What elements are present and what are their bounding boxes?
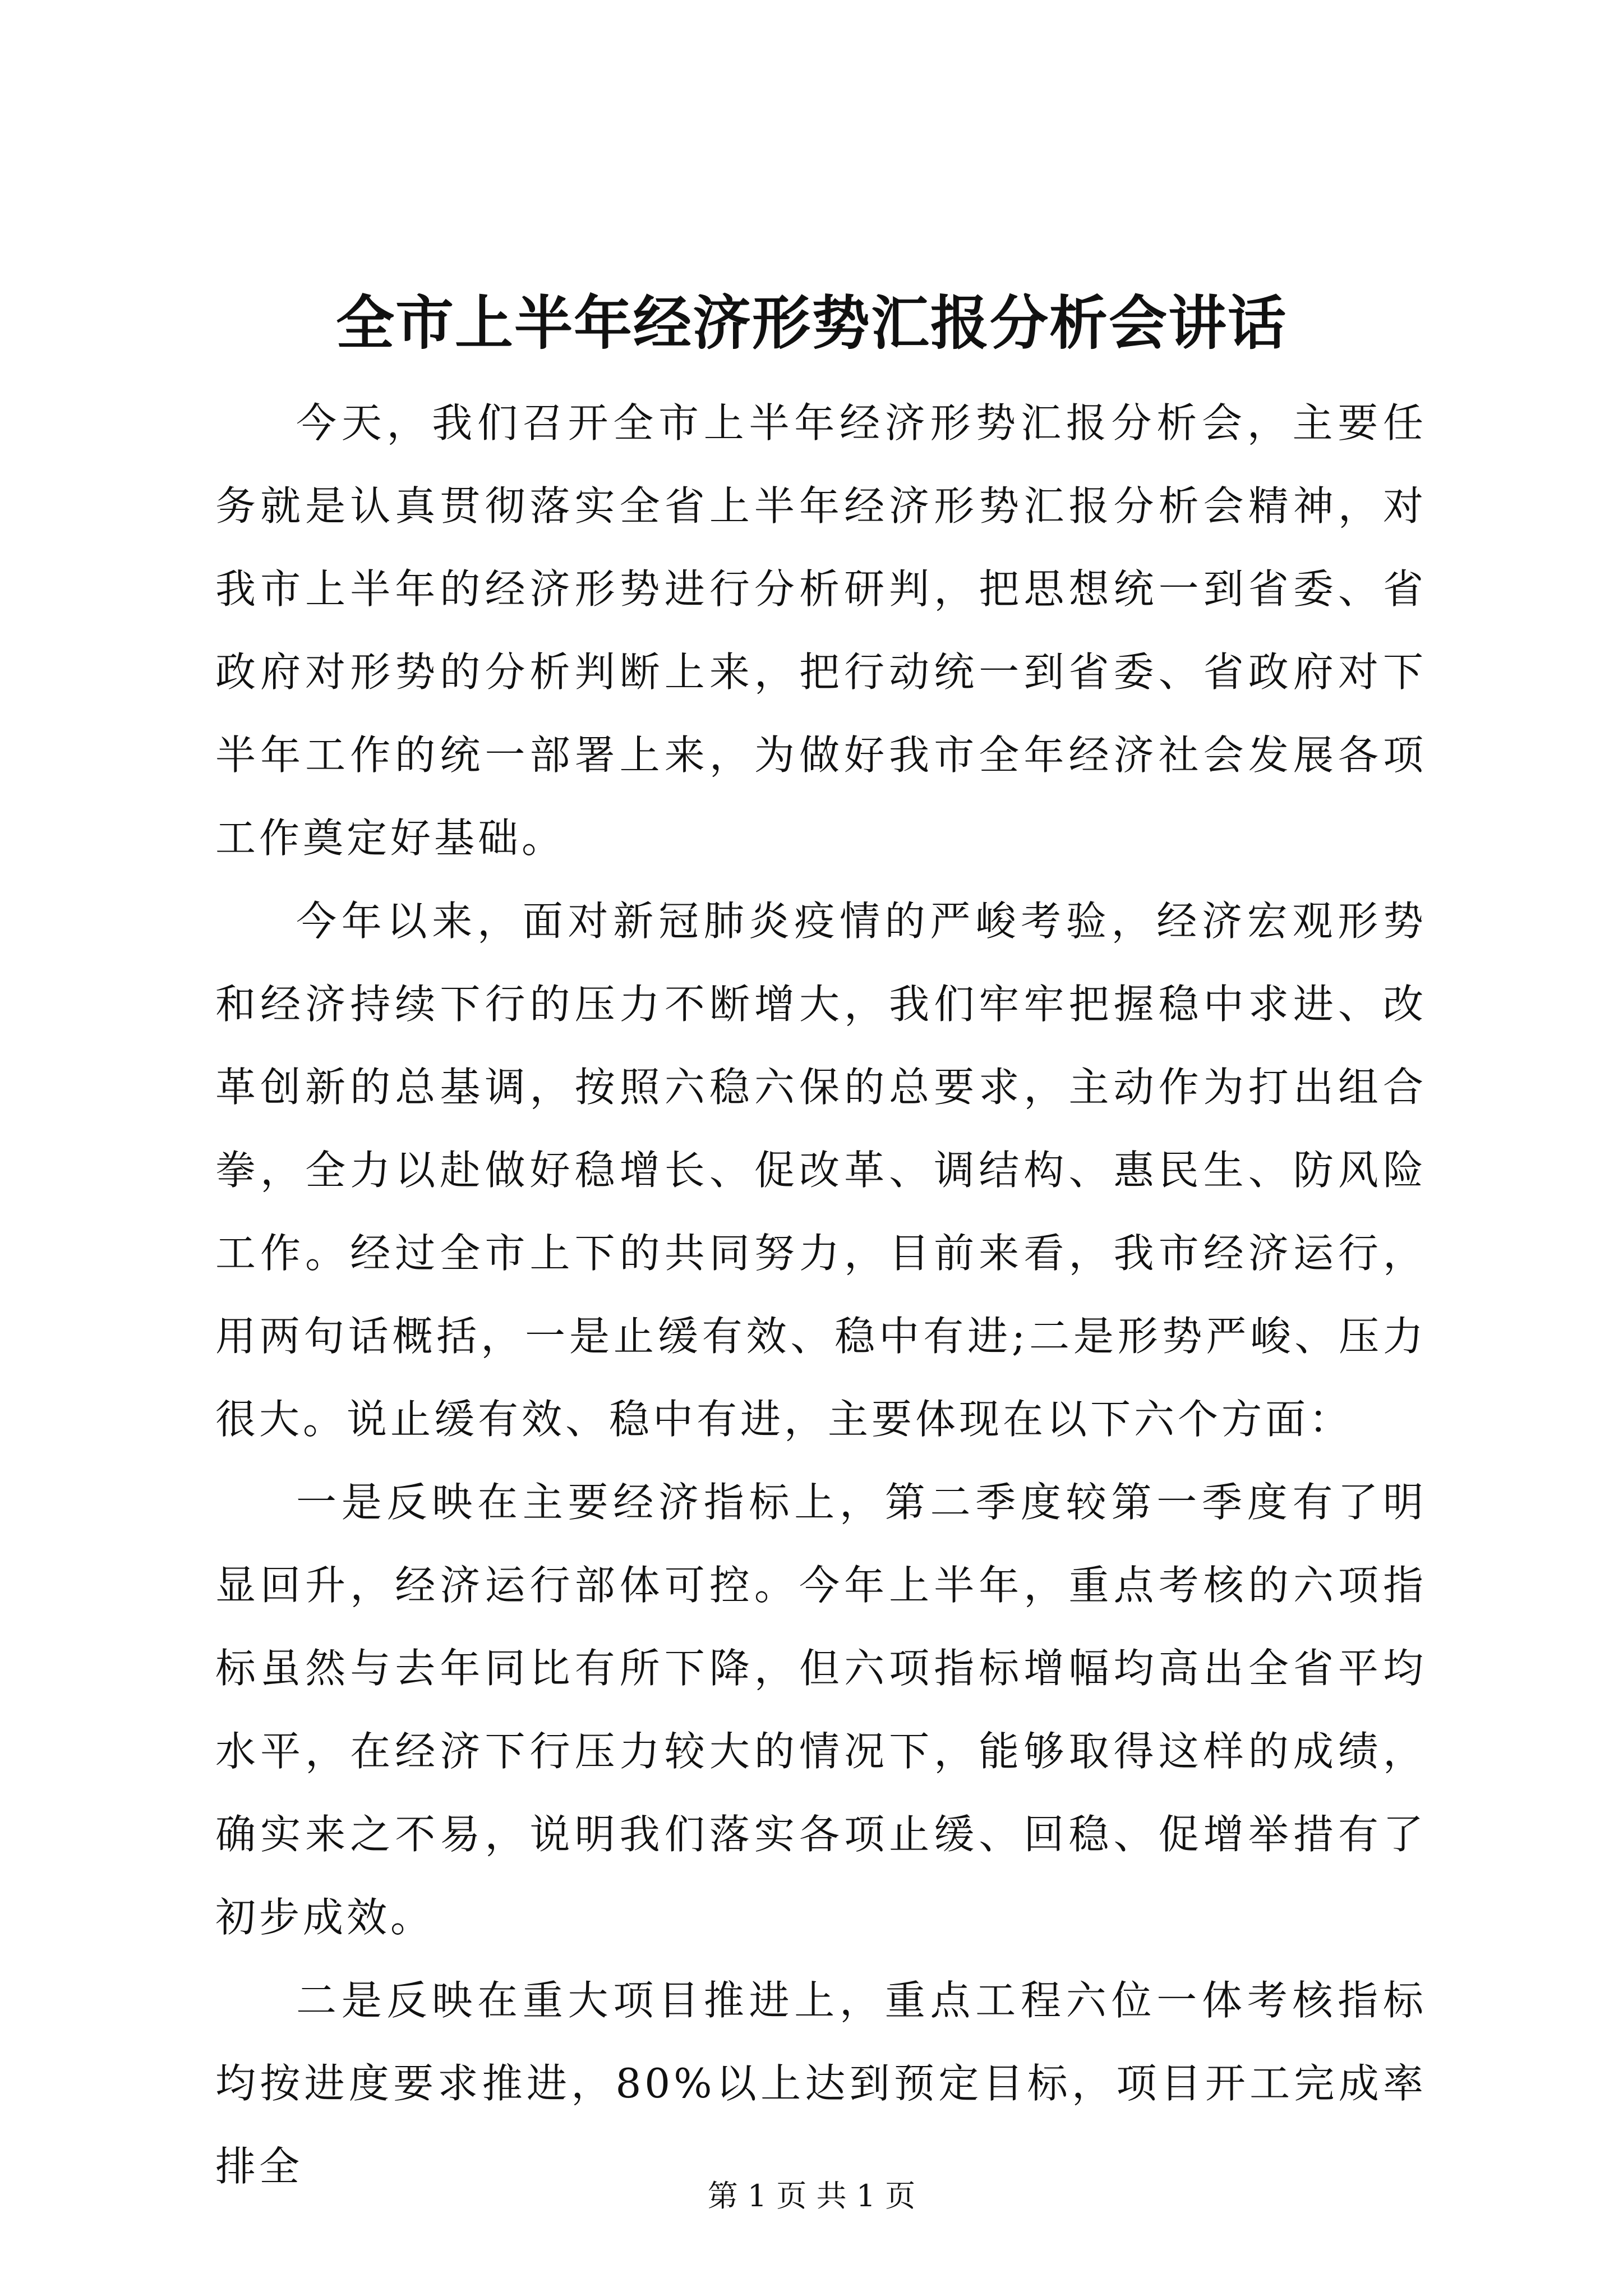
document-title: 全市上半年经济形势汇报分析会讲话 (335, 288, 1287, 357)
page-footer: 第 1 页 共 1 页 (707, 2178, 916, 2214)
paragraph-3: 一是反映在主要经济指标上，第二季度较第一季度有了明显回升，经济运行部体可控。今年上半年，重点考核的六项指标虽然与去年同比有所下降，但六项指标增幅均高出全省平均水平，在经济下行压力较大的情况下，能够取得这样的成绩，确实来之不易，说明我们落实各项止缓、回稳、促增举措有了初步成效。 (215, 1479, 1427, 1941)
document-body (215, 381, 1427, 2208)
paragraph-1: 今天，我们召开全市上半年经济形势汇报分析会，主要任务就是认真贯彻落实全省上半年经济形势汇报分析会精神，对我市上半年的经济形势进行分析研判，把思想统一到省委、省政府对形势的分析判断上来，把行动统一到省委、省政府对下半年工作的统一部署上来，为做好我市全年经济社会发展各项工作奠定好基础。 (215, 399, 1427, 862)
paragraph-2: 今年以来，面对新冠肺炎疫情的严峻考验，经济宏观形势和经济持续下行的压力不断增大，我们牢牢把握稳中求进、改革创新的总基调，按照六稳六保的总要求，主动作为打出组合拳，全力以赴做好稳增长、促改革、调结构、惠民生、防风险工作。经过全市上下的共同努力，目前来看，我市经济运行，用两句话概括，一是止缓有效、稳中有进;二是形势严峻、压力很大。说止缓有效、稳中有进，主要体现在以下六个方面： (215, 898, 1427, 1443)
paragraph-4: 二是反映在重大项目推进上，重点工程六位一体考核指标均按进度要求推进，80%以上达到预定目标，项目开工完成率排全 (215, 1977, 1427, 2190)
